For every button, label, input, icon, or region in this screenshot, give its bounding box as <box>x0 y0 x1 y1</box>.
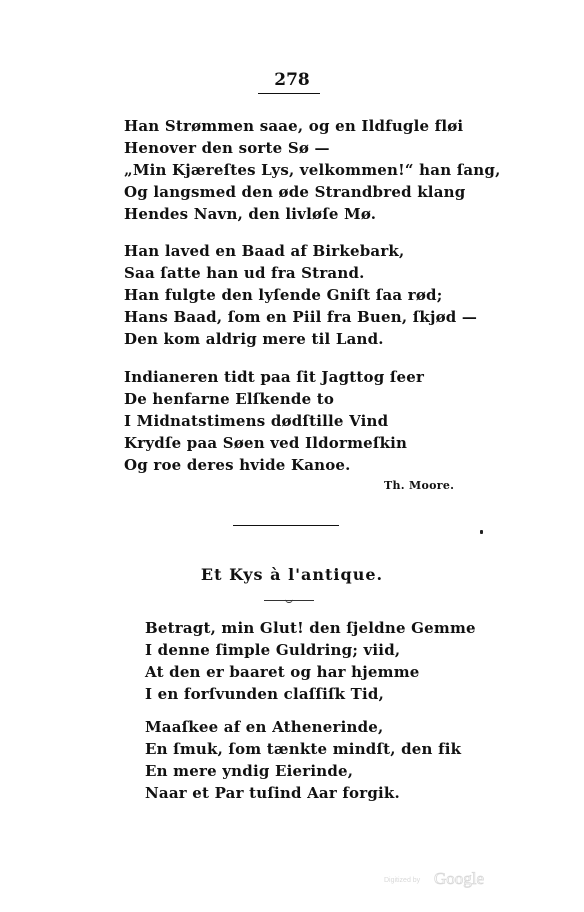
poem-one-stanza-2 <box>124 240 477 350</box>
poem-two-stanza-1 <box>145 617 476 705</box>
verse-line: Hendes Navn, den livløſe Mø. <box>124 205 377 223</box>
poem-one-stanza-3 <box>124 366 424 476</box>
poem-two-stanza-2 <box>145 716 461 804</box>
author-attribution: Th. Moore. <box>384 479 455 492</box>
title-ornament <box>264 600 314 601</box>
verse-line: Den kom aldrig mere til Land. <box>124 330 384 348</box>
svg-text:Google: Google <box>434 869 485 888</box>
verse-line: Og roe deres hvide Kanoe. <box>124 456 351 474</box>
verse-line: En ſmuk, ſom tænkte mindſt, den fik <box>145 740 462 758</box>
svg-text:Digitized by: Digitized by <box>384 877 421 884</box>
poem-title: Et Kys à l'antique. <box>200 565 384 584</box>
verse-line: Saa ſatte han ud fra Strand. <box>124 264 365 282</box>
page-number: 278 <box>274 70 310 90</box>
verse-line: Han laved en Baad af Birkebark, <box>124 242 405 260</box>
google-watermark-logo <box>384 866 504 890</box>
verse-line: I denne ſimple Guldring; viid, <box>145 641 401 659</box>
verse-line: Naar et Par tuſind Aar forgik. <box>145 784 400 802</box>
verse-line: I en forſvunden claſſiſk Tid, <box>145 685 385 703</box>
verse-line: Maaſkee af en Athenerinde, <box>145 718 384 736</box>
verse-line: Indianeren tidt paa ſit Jagttog ſeer <box>124 368 425 386</box>
verse-line: Og langsmed den øde Strandbred klang <box>124 183 466 201</box>
verse-line: Han fulgte den lyſende Gniſt ſaa rød; <box>124 286 443 304</box>
verse-line: „Min Kjæreſtes Lys, velkommen!“ han ſang, <box>124 161 501 179</box>
verse-line: Henover den sorte Sø — <box>124 139 330 157</box>
ink-speck <box>480 530 483 534</box>
verse-line: Krydſe paa Søen ved Ildormeſkin <box>124 434 408 452</box>
section-divider <box>233 525 339 526</box>
verse-line: Betragt, min Glut! den ſjeldne Gemme <box>145 619 476 637</box>
verse-line: En mere yndig Eierinde, <box>145 762 354 780</box>
digitized-by-watermark <box>384 866 504 890</box>
page-number-rule <box>258 93 320 94</box>
verse-line: Han Strømmen saae, og en Ildfugle fløi <box>124 117 464 135</box>
verse-line: Hans Baad, ſom en Piil fra Buen, ſkjød — <box>124 308 478 326</box>
poem-one-stanza-1 <box>124 115 501 225</box>
verse-line: At den er baaret og har hjemme <box>145 663 420 681</box>
verse-line: De henfarne Elſkende to <box>124 390 335 408</box>
verse-line: I Midnatstimens dødſtille Vind <box>124 412 389 430</box>
